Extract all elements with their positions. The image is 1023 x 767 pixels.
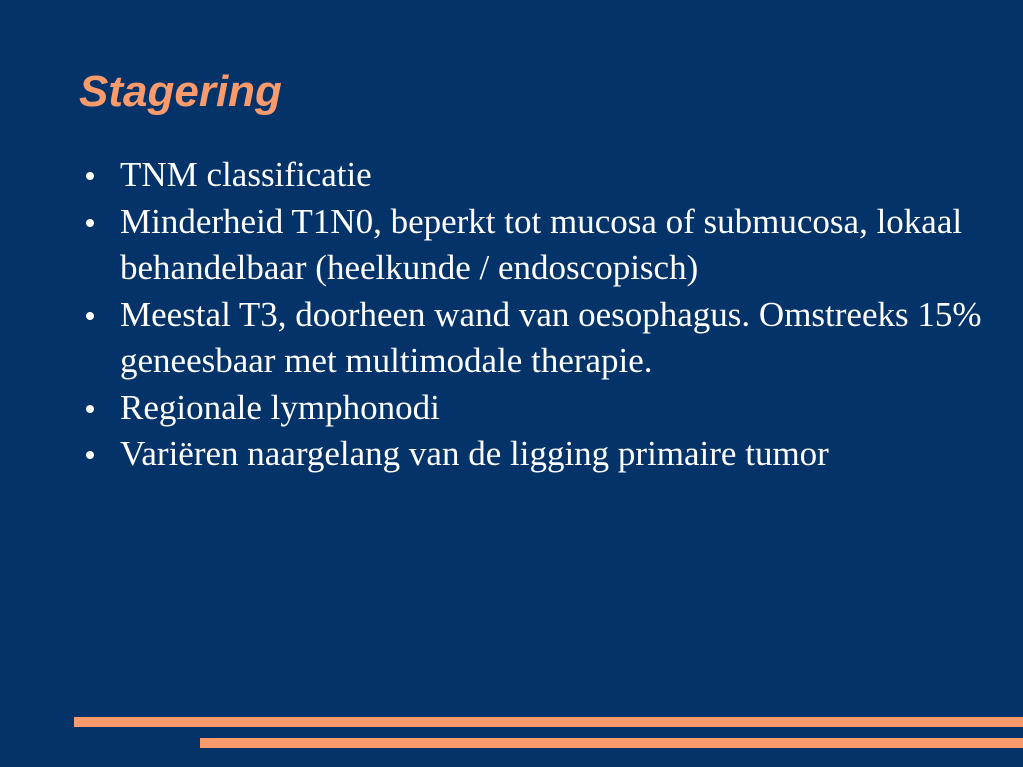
bullet-text: Minderheid T1N0, beperkt tot mucosa of submucosa, lokaal behandelbaar (heelkunde / endoscopisch) (120, 201, 963, 287)
list-item (86, 199, 986, 292)
bullet-icon (86, 219, 94, 227)
slide-title: Stagering (79, 67, 282, 116)
list-item (86, 292, 986, 385)
decorative-bar-bottom (200, 738, 1023, 748)
bullet-icon (86, 451, 94, 459)
list-item (86, 152, 986, 199)
bullet-icon (86, 172, 94, 180)
list-item (86, 385, 986, 432)
bullet-text: TNM classificatie (120, 155, 372, 194)
bullet-text: Meestal T3, doorheen wand van oesophagus. Omstreeks 15% geneesbaar met multimodale therapie. (120, 294, 982, 380)
bullet-icon (86, 312, 94, 320)
list-item (86, 431, 986, 478)
bullet-icon (86, 405, 94, 413)
bullet-text: Variëren naargelang van de ligging primaire tumor (120, 434, 829, 473)
decorative-bar-top (74, 717, 1023, 727)
bullet-list (86, 152, 986, 478)
bullet-text: Regionale lymphonodi (120, 387, 440, 427)
